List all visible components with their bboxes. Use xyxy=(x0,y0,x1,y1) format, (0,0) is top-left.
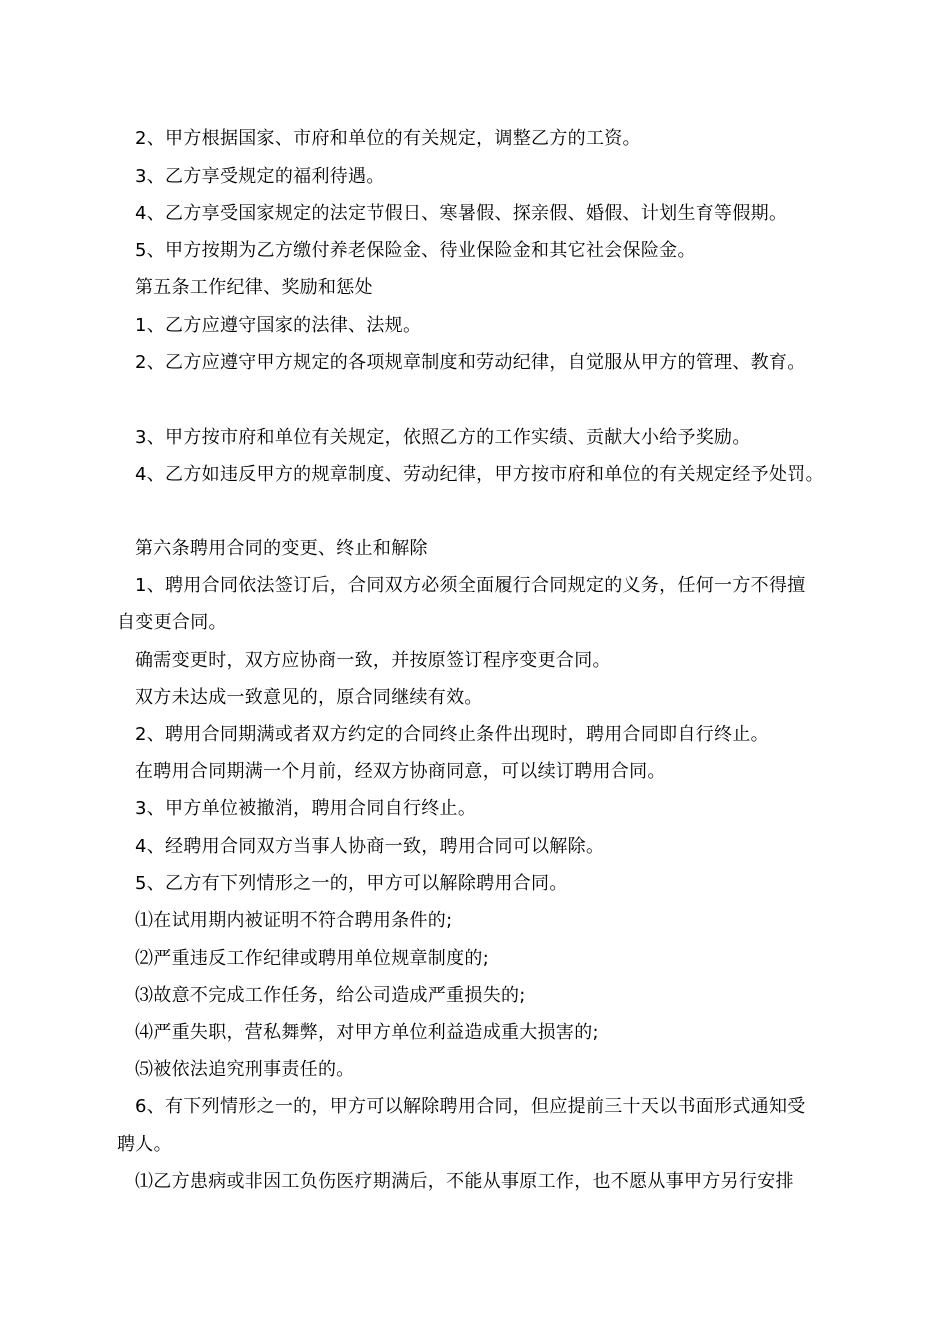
text-line: 3、乙方享受规定的福利待遇。 xyxy=(135,166,385,187)
list-item: ⑴乙方患病或非因工负伤医疗期满后，不能从事原工作，也不愿从事甲方另行安排 xyxy=(135,1171,794,1192)
text-line: 2、甲方根据国家、市府和单位的有关规定，调整乙方的工资。 xyxy=(135,128,641,149)
text-line: 5、甲方按期为乙方缴付养老保险金、待业保险金和其它社会保险金。 xyxy=(135,240,696,261)
list-item: ⑸被依法追究刑事责任的。 xyxy=(135,1059,355,1080)
text-line: 双方未达成一致意见的，原合同继续有效。 xyxy=(135,687,483,708)
list-item: ⑷严重失职，营私舞弊，对甲方单位利益造成重大损害的; xyxy=(135,1022,599,1043)
text-line: 聘人。 xyxy=(117,1134,172,1155)
text-line: 4、乙方享受国家规定的法定节假日、寒暑假、探亲假、婚假、计划生育等假期。 xyxy=(135,203,788,224)
text-line: 自变更合同。 xyxy=(117,612,227,633)
text-line: 2、聘用合同期满或者双方约定的合同终止条件出现时，聘用合同即自行终止。 xyxy=(135,724,769,745)
text-line: 4、乙方如违反甲方的规章制度、劳动纪律，甲方按市府和单位的有关规定经予处罚。 xyxy=(135,464,824,485)
text-line: 3、甲方按市府和单位有关规定，依照乙方的工作实绩、贡献大小给予奖励。 xyxy=(135,427,751,448)
list-item: ⑶故意不完成工作任务，给公司造成严重损失的; xyxy=(135,985,526,1006)
list-item: ⑴在试用期内被证明不符合聘用条件的; xyxy=(135,910,453,931)
text-line: 1、聘用合同依法签订后，合同双方必须全面履行合同规定的义务，任何一方不得擅 xyxy=(135,575,806,596)
text-line: 2、乙方应遵守甲方规定的各项规章制度和劳动纪律，自觉服从甲方的管理、教育。 xyxy=(135,352,806,373)
text-line: 3、甲方单位被撤消，聘用合同自行终止。 xyxy=(135,798,477,819)
text-line: 4、经聘用合同双方当事人协商一致，聘用合同可以解除。 xyxy=(135,836,605,857)
list-item: ⑵严重违反工作纪律或聘用单位规章制度的; xyxy=(135,948,490,969)
section-heading: 第六条聘用合同的变更、终止和解除 xyxy=(135,538,428,559)
text-line: 5、乙方有下列情形之一的，甲方可以解除聘用合同。 xyxy=(135,873,568,894)
text-line: 确需变更时，双方应协商一致，并按原签订程序变更合同。 xyxy=(135,650,611,671)
text-line: 1、乙方应遵守国家的法律、法规。 xyxy=(135,315,422,336)
section-heading: 第五条工作纪律、奖励和惩处 xyxy=(135,277,373,298)
text-line: 在聘用合同期满一个月前，经双方协商同意，可以续订聘用合同。 xyxy=(135,761,666,782)
text-line: 6、有下列情形之一的，甲方可以解除聘用合同，但应提前三十天以书面形式通知受 xyxy=(135,1096,806,1117)
